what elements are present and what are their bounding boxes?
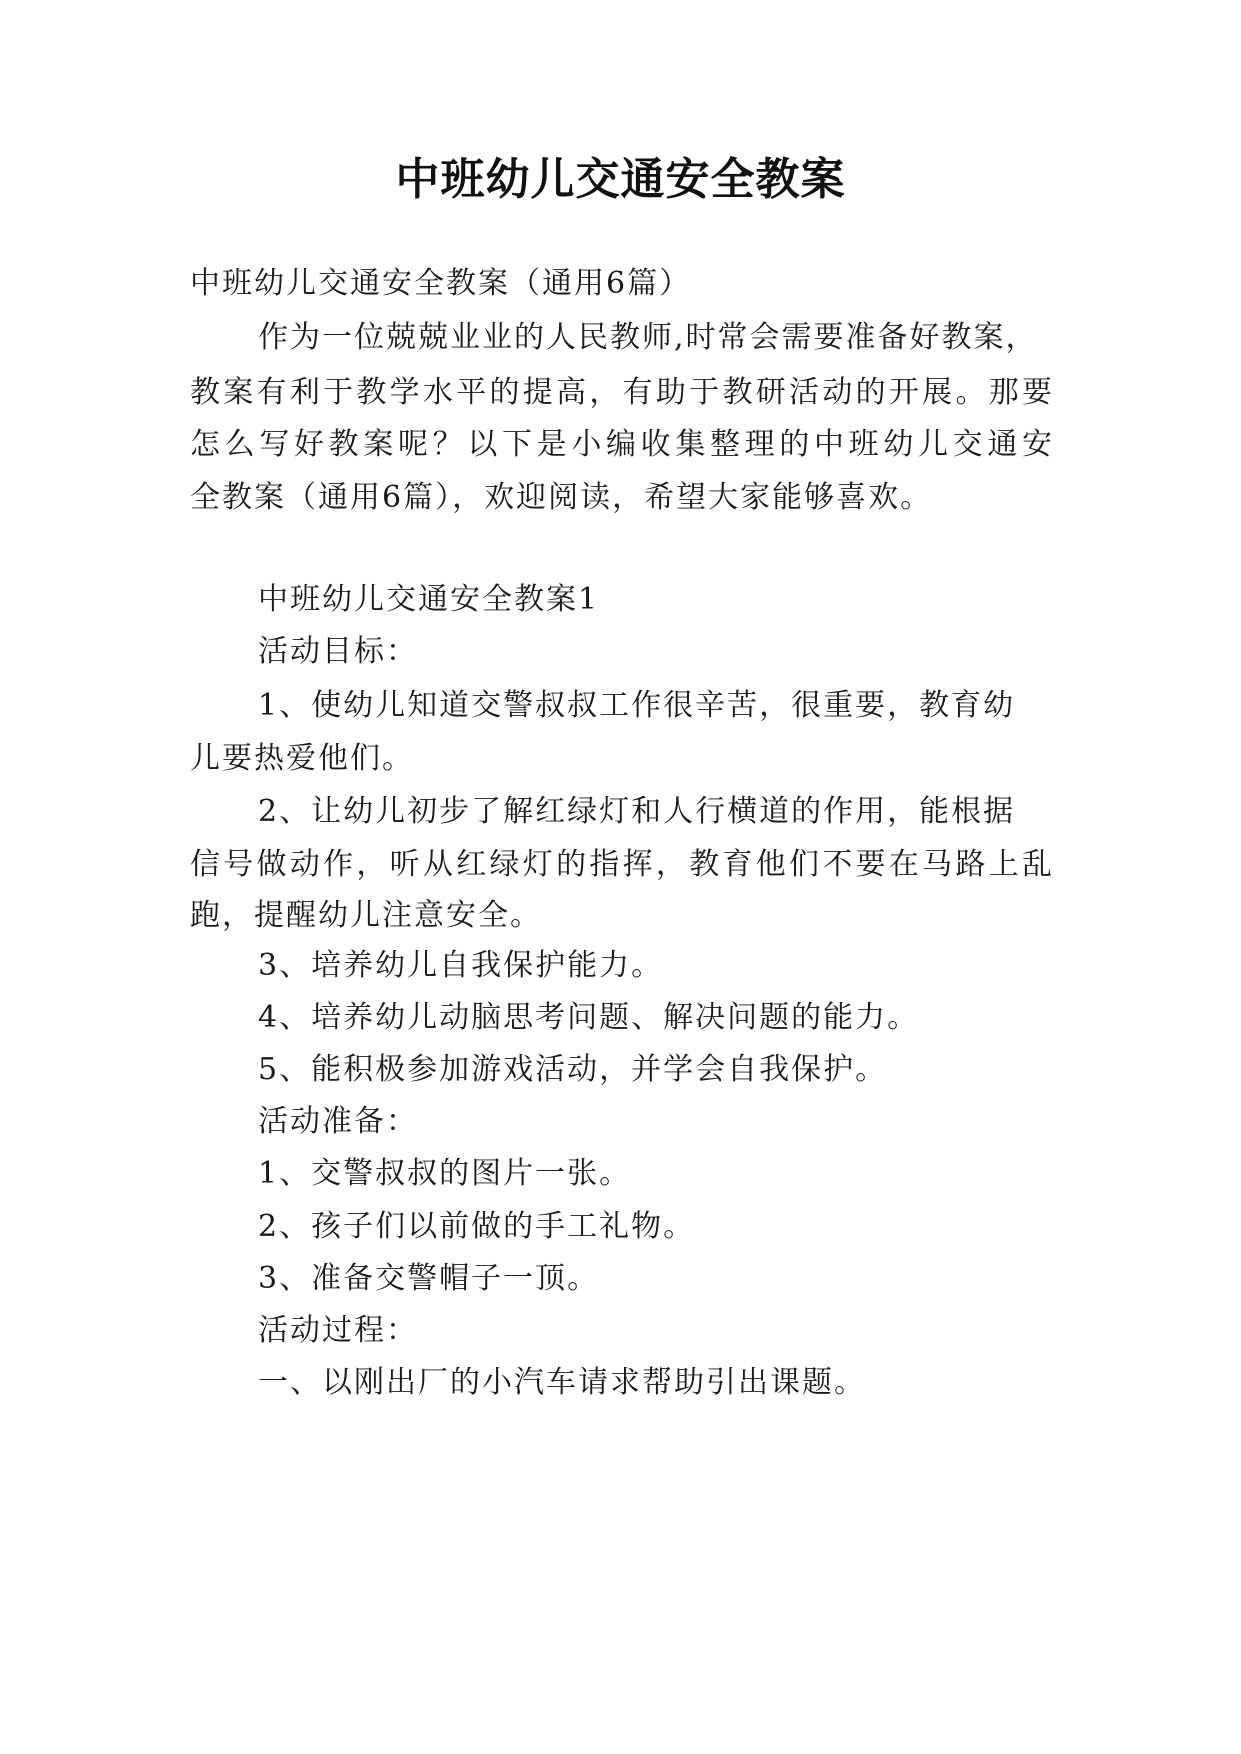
goals-heading: 活动目标： (258, 634, 418, 669)
document-subtitle: 中班幼儿交通安全教案（通用6篇） (190, 266, 692, 301)
intro-line-3: 怎么写好教案呢？以下是小编收集整理的中班幼儿交通安 (190, 427, 1052, 462)
prep-item-3: 3、准备交警帽子一顶。 (258, 1261, 600, 1296)
intro-line-2: 教案有利于教学水平的提高，有助于教研活动的开展。那要 (190, 375, 1052, 410)
goal-2-line-2: 信号做动作，听从红绿灯的指挥，教育他们不要在马路上乱 (190, 847, 1052, 882)
goal-4: 4、培养幼儿动脑思考问题、解决问题的能力。 (258, 1000, 920, 1035)
goal-2-line-1: 2、让幼儿初步了解红绿灯和人行横道的作用，能根据 (258, 794, 1016, 829)
goal-1-line-1: 1、使幼儿知道交警叔叔工作很辛苦，很重要，教育幼 (258, 688, 1016, 723)
prep-item-1: 1、交警叔叔的图片一张。 (258, 1156, 632, 1191)
goal-3: 3、培养幼儿自我保护能力。 (258, 948, 664, 983)
section-heading: 中班幼儿交通安全教案1 (258, 582, 600, 617)
process-heading: 活动过程： (258, 1313, 418, 1348)
prep-item-2: 2、孩子们以前做的手工礼物。 (258, 1209, 696, 1244)
goal-5: 5、能积极参加游戏活动，并学会自我保护。 (258, 1052, 888, 1087)
page-title: 中班幼儿交通安全教案 (395, 154, 846, 205)
prep-heading: 活动准备： (258, 1104, 418, 1139)
intro-line-1: 作为一位兢兢业业的人民教师,时常会需要准备好教案， (258, 320, 1038, 355)
intro-line-4: 全教案（通用6篇），欢迎阅读，希望大家能够喜欢。 (190, 480, 933, 515)
goal-2-line-3: 跑，提醒幼儿注意安全。 (190, 898, 542, 933)
process-step-1: 一、以刚出厂的小汽车请求帮助引出课题。 (258, 1365, 866, 1400)
goal-1-line-2: 儿要热爱他们。 (190, 741, 414, 776)
